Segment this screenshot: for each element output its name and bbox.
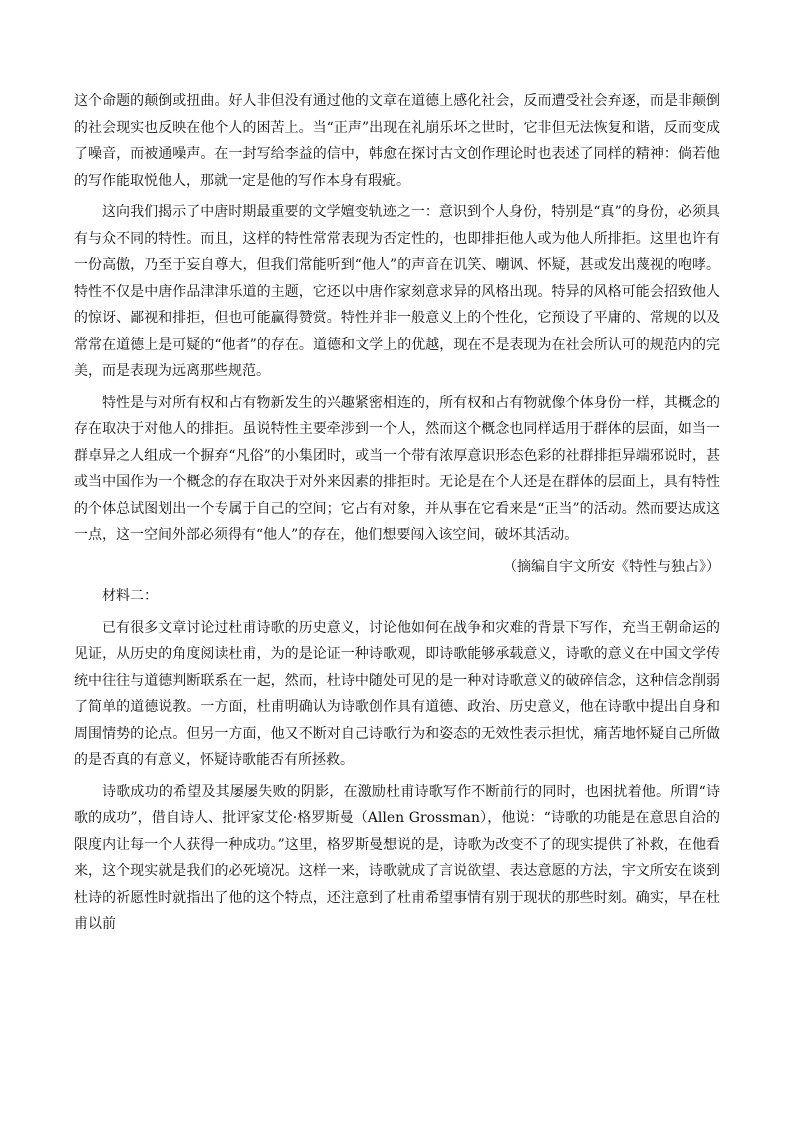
source-citation: （摘编自宇文所安《特性与独占》）	[503, 558, 720, 575]
paragraph-2: 这向我们揭示了中唐时期最重要的文学嬗变轨迹之一：意识到个人身份，特别是“真”的身份，必须具有与众不同的特性。而且，这样的特性常常表现为否定性的，也即排拒他人或为他人所排拒。这里也许有一份高傲，乃至于妄自尊大，但我们常能听到“他人”的声音在讥笑、嘲讽、怀疑，甚或发出蔑视的咆哮。特性不仅是中唐作品津津乐道的主题，它还以中唐作家刻意求异的风格出现。特异的风格可能会招致他人的惊讶、鄙视和排拒，但也可能赢得赞赏。特性并非一般意义上的个性化，它预设了平庸的、常规的以及常常在道德上是可疑的“他者”的存在。道德和文学上的优越，现在不是表现为在社会所认可的规范内的完美，而是表现为远离那些规范。	[74, 204, 720, 379]
material-two-label: 材料二：	[102, 588, 158, 604]
paragraph-4: 已有很多文章讨论过杜甫诗歌的历史意义，讨论他如何在战争和灾难的背景下写作，充当王朝命运的见证，从历史的角度阅读杜甫，为的是论证一种诗歌观，即诗歌能够承载意义，诗歌的意义在中国文学传统中往往与道德判断联系在一起，然而，杜诗中随处可见的是一种对诗歌意义的破碎信念，这种信念削弱了简单的道德说教。一方面，杜甫明确认为诗歌创作具有道德、政治、历史意义，他在诗歌中提出自身和周围情势的论点。但另一方面，他又不断对自己诗歌行为和姿态的无效性表示担忧，痛苦地怀疑自己所做的是否真的有意义，怀疑诗歌能否有所拯救。	[74, 619, 720, 768]
document-page	[74, 88, 720, 943]
paragraph-3: 特性是与对所有权和占有物新发生的兴趣紧密相连的，所有权和占有物就像个体身份一样，其概念的存在取决于对他人的排拒。虽说特性主要牵涉到一个人，然而这个概念也同样适用于群体的层面，如当一群卓异之人组成一个摒弃“凡俗”的小集团时，或当一个带有浓厚意识形态色彩的社群排拒异端邪说时，甚或当中国作为一个概念的存在取决于对外来因素的排拒时。无论是在个人还是在群体的层面上，具有特性的个体总试图划出一个专属于自己的空间；它占有对象，并从事在它看来是“正当”的活动。然而要达成这一点，这一空间外部必须得有“他人”的存在，他们想要闯入该空间，破坏其活动。	[74, 394, 720, 543]
paragraph-1: 这个命题的颠倒或扭曲。好人非但没有通过他的文章在道德上感化社会，反而遭受社会弃逐，而是非颠倒的社会现实也反映在他个人的困苦上。当“正声”出现在礼崩乐坏之世时，它非但无法恢复和谐，反而变成了噪音，而被通噪声。在一封写给李益的信中，韩愈在探讨古文创作理论时也表述了同样的精神：倘若他的写作能取悦他人，那就一定是他的写作本身有瑕疵。	[74, 93, 720, 189]
paragraph-5: 诗歌成功的希望及其屡屡失败的阴影，在激励杜甫诗歌写作不断前行的同时，也困扰着他。所谓“诗歌的成功”，借自诗人、批评家艾伦·格罗斯曼（Allen Grossman），他说：“诗歌的功能是在意思自洽的限度内让每一个人获得一种成功。”这里，格罗斯曼想说的是，诗歌为改变不了的现实提供了补救，在他看来，这个现实就是我们的必死境况。这样一来，诗歌就成了言说欲望、表达意愿的方法，宇文所安在谈到杜诗的祈愿性时就指出了他的这个特点，还注意到了杜甫希望事情有别于现状的那些时刻。确实，早在杜甫以前	[74, 783, 720, 932]
